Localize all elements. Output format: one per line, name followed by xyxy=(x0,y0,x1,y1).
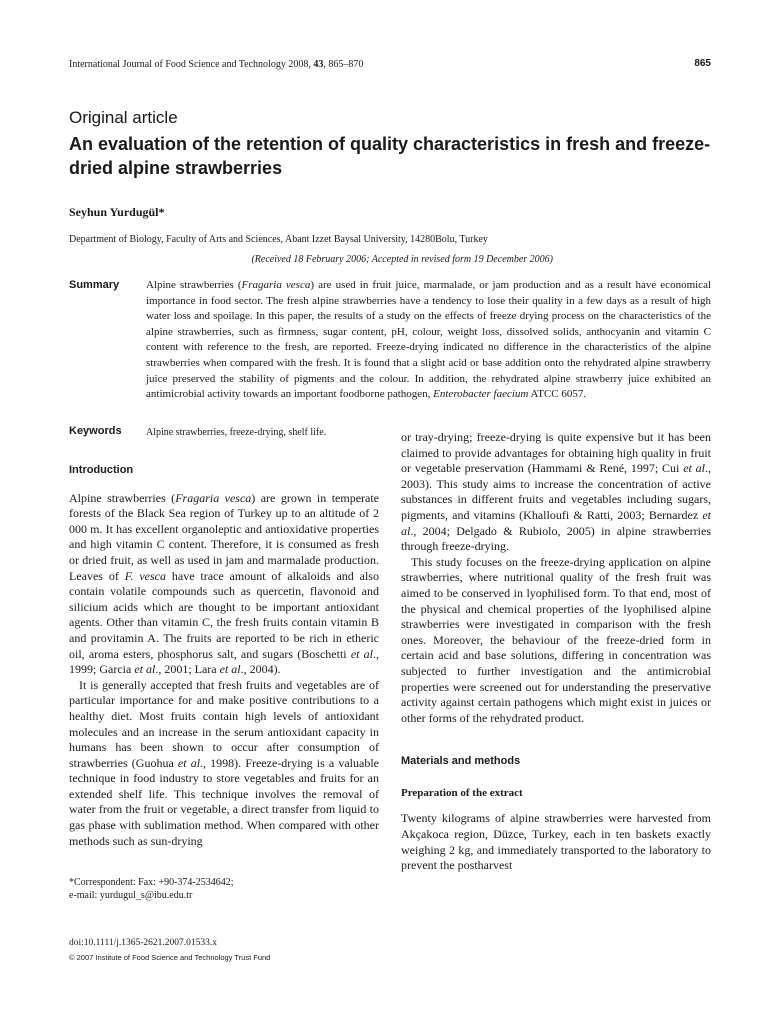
introduction-heading: Introduction xyxy=(69,464,134,476)
copyright: © 2007 Institute of Food Science and Technology Trust Fund xyxy=(69,953,271,962)
received-dates: (Received 18 February 2006; Accepted in revised form 19 December 2006) xyxy=(251,254,553,265)
running-head xyxy=(69,58,711,71)
article-title: An evaluation of the retention of quality characteristics in fresh and freeze-dried alpine strawberries xyxy=(69,134,711,178)
pathogen-name: Enterobacter faecium xyxy=(433,388,529,401)
volume-number: 43 xyxy=(313,59,324,70)
intro-paragraph-3: or tray-drying; freeze-drying is quite expensive but it has been claimed to provide advantages for obtaining high quality in fruit or vegetable preservation (Hammami & René, 1997; Cui et al., 2003). This study aims to increase the concentration of active substances in different fruits and vegetables including sugars, pigments, and vitamins (Khalloufi & Ratti, 2003; Bernardez et al., 2004; Delgado & Rubiolo, 2005) in alpine strawberries through freeze-drying. xyxy=(401,430,712,554)
species-name: Fragaria vesca xyxy=(241,279,311,291)
fax-line: *Correspondent: Fax: +90-374-2534642; xyxy=(69,877,234,888)
extract-subheading: Preparation of the extract xyxy=(401,786,523,799)
page-range: , 865–870 xyxy=(323,59,364,70)
email-line: e-mail: yurdugul_s@ibu.edu.tr xyxy=(69,890,193,901)
author-affiliation: Department of Biology, Faculty of Arts and Sciences, Abant Izzet Baysal University, 14280Bolu, Turkey xyxy=(69,234,488,245)
correspondence-footnote xyxy=(69,876,389,902)
journal-name: International Journal of Food Science and Technology 2008, xyxy=(69,59,314,70)
keywords-label: Keywords xyxy=(69,425,122,437)
methods-paragraph-1: Twenty kilograms of alpine strawberries were harvested from Akçakoca region, Düzce, Turkey, each in ten baskets exactly weighing 2 kg, and immediately transported to the laboratory to prevent the postharvest xyxy=(401,811,711,873)
page-number: 865 xyxy=(694,58,711,69)
intro-paragraph-1: Alpine strawberries (Fragaria vesca) are grown in temperate forests of the Black Sea region of Turkey up to an altitude of 2 000 m. It has excellent organoleptic and antioxidative properties and high vitamin C content. Therefore, it is consumed as fresh or dried fruit, as well as used in jam and marmalade production. Leaves of F. vesca have trace amount of alkaloids and also contain volatile compounds such as quercetin, flavonoid and silicium acids which are thought to be important antioxidant agents. Other than vitamin C, the fresh fruits contain vitamin B and provitamin A. The fruits are reported to be rich in etheric oil, aroma esters, phosphorus salt, and sugars (Boschetti et al., 1999; Garcia et al., 2001; Lara et al., 2004). xyxy=(69,490,380,677)
left-column xyxy=(69,457,379,849)
intro-paragraph-2: It is generally accepted that fresh fruits and vegetables are of particular importance for and make positive contributions to a healthy diet. Most fruits contain high levels of antioxidant molecules and an increase in the serum antioxidant capacity in humans has been shown to occur after consumption of strawberries (Guohua et al., 1998). Freeze-drying is a valuable technique in food industry to store vegetables and fruits for an extended shelf life. This technique involves the removal of water from the fruit or vegetable, a direct transfer from liquid to gas phase with sublimation method. When compared with other methods such as sun-drying xyxy=(69,677,379,848)
summary-text: Alpine strawberries (Fragaria vesca) are used in fruit juice, marmalade, or jam production and as a result have economical importance in food sector. The fresh alpine strawberries have a tendency to lose their quality in a few days as a result of high water loss and spoilage. In this paper, the results of a study on the effects of freeze drying process on the characteristics of the alpine strawberries, such as firmness, sugar content, pH, colour, weight loss, dissolved solids, anthocyanin and vitamin C content with reference to the fresh, are reported. Freeze-drying indicated no difference in the characteristics of the alpine strawberries when compared with the fresh. It is found that a slight acid or base addition onto the rehydrated alpine strawberry juice preserved the stability of pigments and the colour. In addition, the rehydrated alpine strawberry juice exhibited an antimicrobial activity towards an important foodborne pathogen, Enterobacter faecium ATCC 6057. xyxy=(146,279,712,401)
intro-paragraph-4: This study focuses on the freeze-drying application on alpine strawberries, where nutritional quality of the fresh fruit was aimed to be conserved in lyophilised form. To that end, most of the physical and chemical properties of the lyophilised alpine strawberries were investigated in comparison with the fresh ones. Moreover, the behaviour of the freeze-dried form in certain acid and base solutions, differing in concentration was subjected to further investigation and the antimicrobial properties were screened out for understanding the preservative activity against certain pathogens which might exist in juices or other forms of the rehydrated product. xyxy=(401,554,711,725)
article-type: Original article xyxy=(69,108,178,127)
author-name: Seyhun Yurdugül* xyxy=(69,205,165,219)
summary-label: Summary xyxy=(69,279,120,291)
methods-heading: Materials and methods xyxy=(401,755,521,768)
doi: doi:10.1111/j.1365-2621.2007.01533.x xyxy=(69,938,218,948)
keywords-text: Alpine strawberries, freeze-drying, shelf life. xyxy=(146,427,327,438)
right-column xyxy=(401,430,711,874)
